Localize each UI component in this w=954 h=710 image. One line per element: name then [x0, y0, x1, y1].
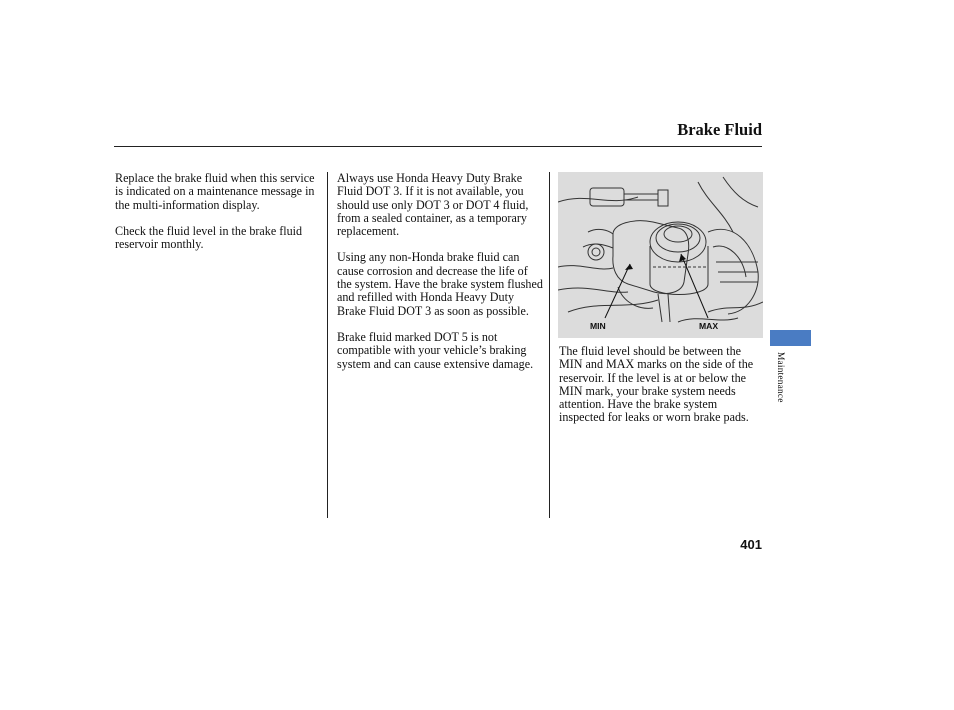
paragraph: Brake fluid marked DOT 5 is not compatible with your vehicle’s braking system and can cause extensive damage. — [337, 329, 534, 371]
column-2 — [337, 172, 543, 384]
column-divider — [327, 172, 328, 518]
title-rule — [114, 146, 762, 147]
paragraph: Replace the brake fluid when this service is indicated on a maintenance message in the multi-information display. — [115, 171, 315, 212]
page-number: 401 — [740, 537, 762, 552]
paragraph: Using any non-Honda brake fluid can cause corrosion and decrease the life of the system. Have the brake system flushed and refilled with Honda Heavy Duty Brake Fluid DOT 3 as soon as possible. — [337, 250, 543, 318]
paragraph: Always use Honda Heavy Duty Brake Fluid DOT 3. If it is not available, you should use only DOT 3 or DOT 4 fluid, from a sealed container, as a temporary replacement. — [337, 171, 529, 239]
engine-bay-drawing — [558, 172, 763, 338]
column-1 — [115, 172, 323, 264]
paragraph: Check the fluid level in the brake fluid reservoir monthly. — [115, 223, 303, 252]
section-tab — [770, 330, 811, 346]
column-divider — [549, 172, 550, 518]
section-label: Maintenance — [775, 352, 785, 403]
min-label: MIN — [590, 321, 606, 331]
paragraph: The fluid level should be between the MIN and MAX marks on the side of the reservoir. If the level is at or below the MIN mark, your brake system needs attention. Have the brake system inspected for leaks or worn brake pads. — [559, 344, 754, 425]
brake-reservoir-illustration — [558, 172, 763, 338]
max-label: MAX — [699, 321, 719, 331]
page-title: Brake Fluid — [677, 120, 762, 139]
column-3 — [559, 345, 765, 438]
